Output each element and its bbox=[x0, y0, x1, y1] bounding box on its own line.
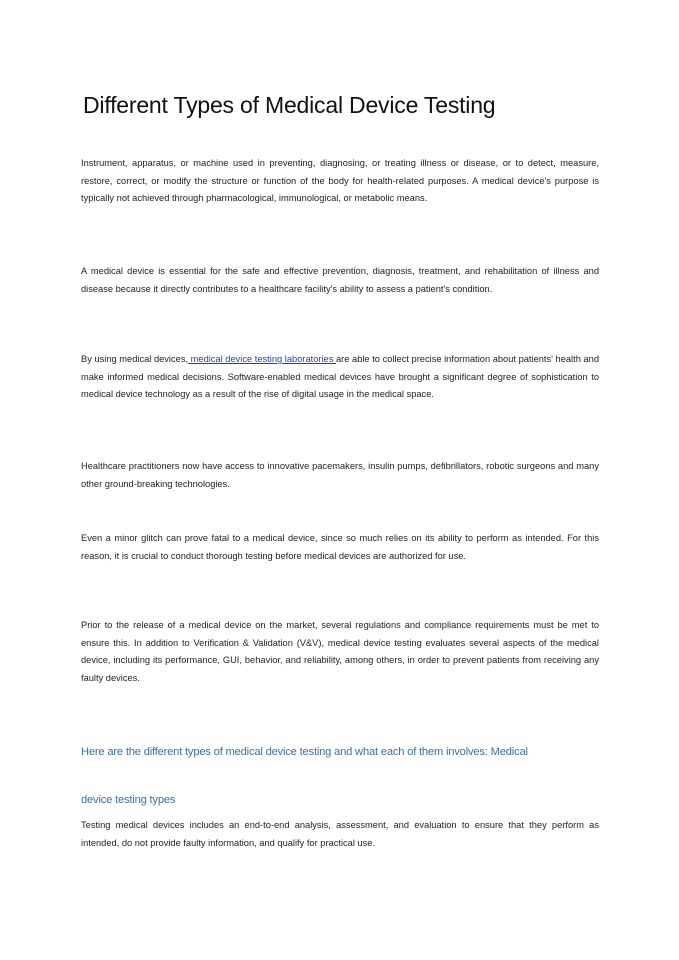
testing-laboratories-link[interactable]: medical device testing laboratories bbox=[188, 354, 336, 364]
paragraph-regulations: Prior to the release of a medical device on the market, several regulations and compliance requirements must be met to ensure this. In addition to Verification & Validation (V&V), medical device testing evaluates several aspects of the medical device, including its performance, GUI, behavior, and reliability, among others, in order to prevent patients from receiving any faulty devices. bbox=[81, 620, 599, 683]
section-heading-line-1: Here are the different types of medical device testing and what each of them involves: Medical bbox=[81, 746, 528, 758]
paragraph-testing-overview: Testing medical devices includes an end-to-end analysis, assessment, and evaluation to ensure that they perform as intended, do not provide faulty information, and qualify for practical use. bbox=[81, 820, 599, 848]
paragraph-definition: Instrument, apparatus, or machine used in preventing, diagnosing, or treating illness or disease, or to detect, measure, restore, correct, or modify the structure or function of the body for health-related purposes. A medical device's purpose is typically not achieved through pharmacological, immunological, or metabolic means. bbox=[81, 158, 599, 203]
paragraph-glitch: Even a minor glitch can prove fatal to a medical device, since so much relies on its ability to perform as intended. For this reason, it is crucial to conduct thorough testing before medical devices are authorized for use. bbox=[81, 533, 599, 561]
section-heading-line-2: device testing types bbox=[81, 794, 176, 806]
paragraph-text-after-link: are able to collect precise information about patients' health and make informed medical decisions. Software-enabled medical devices have brought a significant degree of sophistication to medical device technology as a result of the rise of digital usage in the medical space. bbox=[81, 354, 599, 399]
paragraph-text-before-link: By using medical devices, bbox=[81, 354, 189, 364]
paragraph-importance: A medical device is essential for the safe and effective prevention, diagnosis, treatment, and rehabilitation of illness and disease because it directly contributes to a healthcare facility's ability to assess a patient's condition. bbox=[81, 266, 599, 294]
document-title: Different Types of Medical Device Testing bbox=[83, 92, 496, 118]
paragraph-testing-labs bbox=[81, 351, 599, 404]
paragraph-innovations: Healthcare practitioners now have access to innovative pacemakers, insulin pumps, defibrillators, robotic surgeons and many other ground-breaking technologies. bbox=[81, 461, 599, 489]
